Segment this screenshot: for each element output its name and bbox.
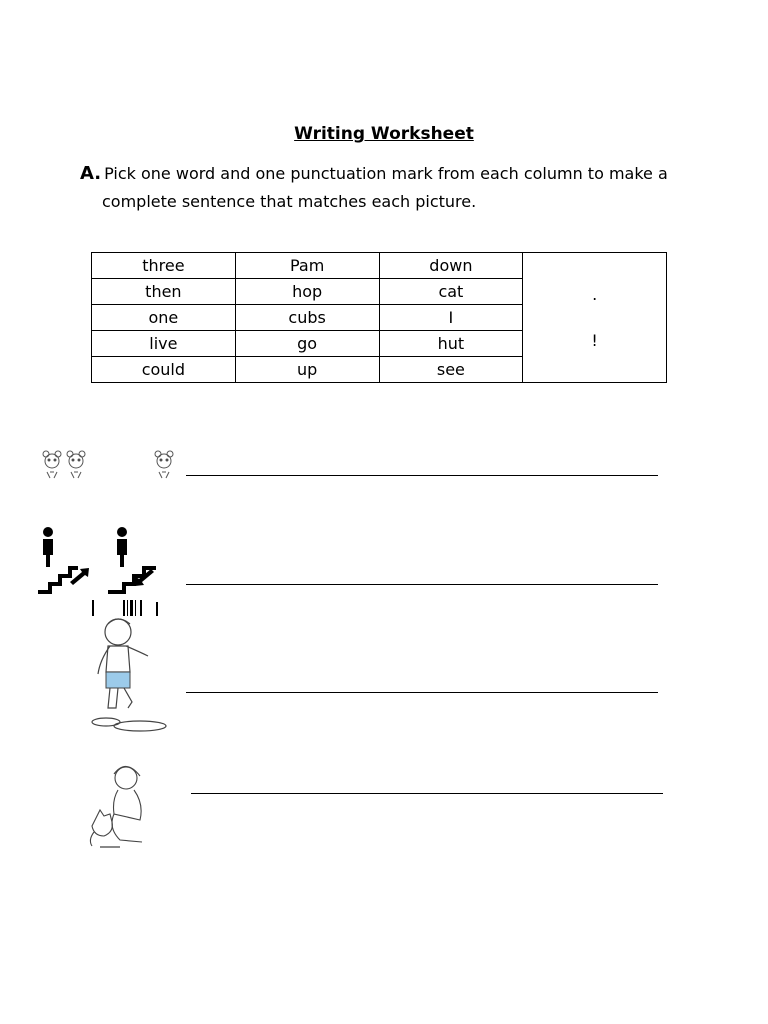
table-cell: hop [235, 279, 379, 305]
worksheet-title: Writing Worksheet [294, 124, 474, 144]
child-hopping-icon [88, 614, 172, 738]
table-cell: cubs [235, 305, 379, 331]
answer-line-1[interactable] [186, 475, 658, 476]
table-cell: go [235, 331, 379, 357]
exclamation-mark: ! [591, 330, 598, 350]
girl-with-cat-icon [86, 762, 158, 852]
table-cell: could [92, 357, 236, 383]
table-cell: then [92, 279, 236, 305]
answer-line-3[interactable] [186, 692, 658, 693]
person-stairs-icon [30, 524, 170, 620]
instruction-line-2: complete sentence that matches each picture. [102, 192, 477, 211]
table-cell: I [379, 305, 523, 331]
table-cell: Pam [235, 253, 379, 279]
punctuation-column [523, 253, 667, 383]
bear-cubs-icon [36, 446, 186, 486]
instruction-line-1: Pick one word and one punctuation mark from each column to make a [104, 164, 668, 183]
table-cell: see [379, 357, 523, 383]
instruction [80, 160, 700, 216]
table-cell: three [92, 253, 236, 279]
period-mark: . [592, 284, 598, 304]
word-table [91, 252, 667, 383]
answer-line-4[interactable] [191, 793, 663, 794]
table-cell: down [379, 253, 523, 279]
table-cell: cat [379, 279, 523, 305]
answer-line-2[interactable] [186, 584, 658, 585]
table-cell: live [92, 331, 236, 357]
table-cell: one [92, 305, 236, 331]
section-letter: A. [80, 163, 102, 184]
table-row [92, 253, 667, 279]
table-cell: hut [379, 331, 523, 357]
table-cell: up [235, 357, 379, 383]
